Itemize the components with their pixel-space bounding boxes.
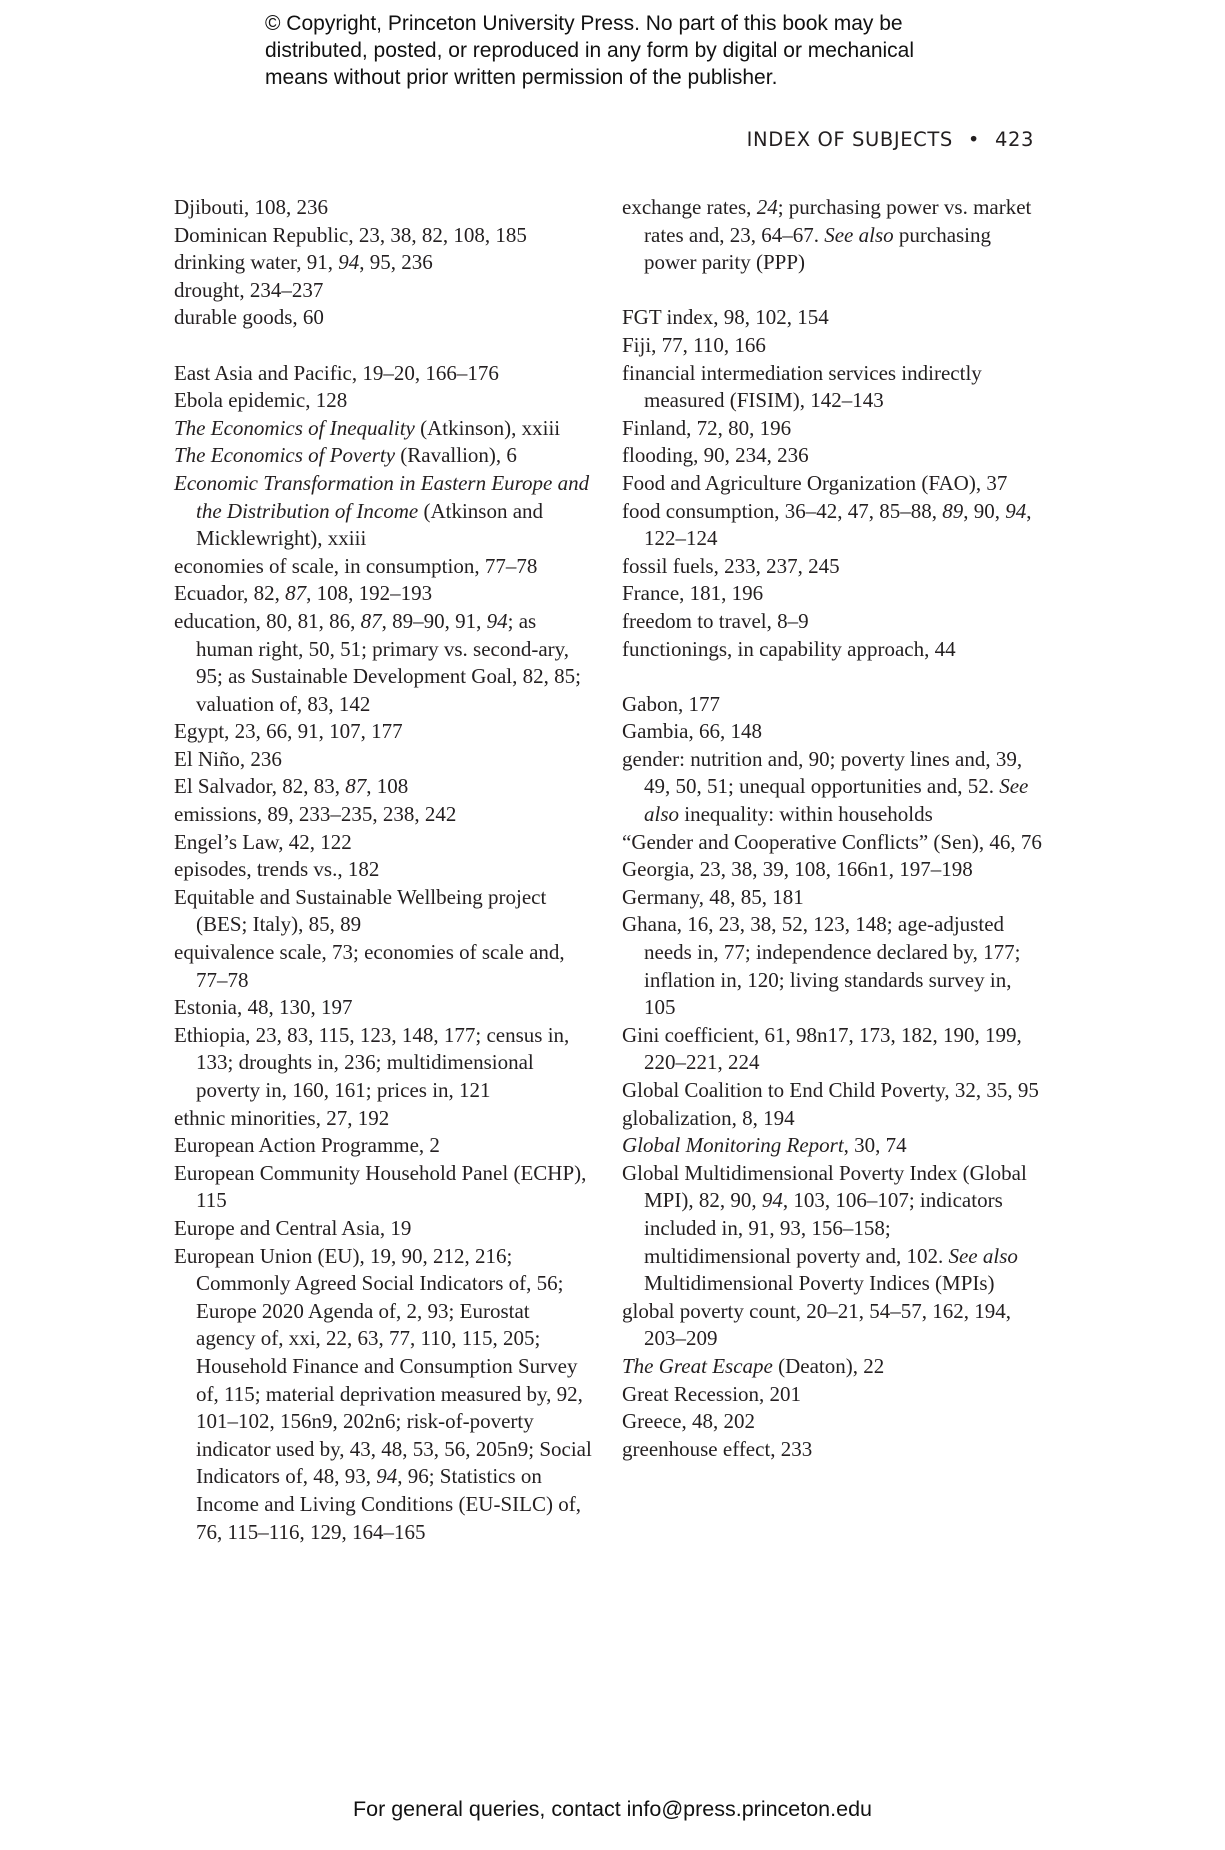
index-entry-text: emissions, 89, 233–235, 238, 242 — [174, 802, 457, 827]
index-entry-text: , 108 — [366, 774, 409, 799]
copyright-line: means without prior written permission of the publisher. — [265, 66, 778, 89]
index-entry — [622, 304, 1042, 332]
section-gap — [174, 332, 594, 360]
index-entry — [622, 470, 1042, 498]
index-entry-text: , 90, — [963, 498, 1006, 523]
index-entry-text: East Asia and Pacific, 19–20, 166–176 — [174, 360, 499, 385]
index-entry-text: , 96; Statistics on Income and Living Conditions (EU-SILC) of, 76, 115–116, 129, 164–165 — [196, 1464, 581, 1544]
index-entry-text: economies of scale, in consumption, 77–78 — [174, 553, 538, 578]
index-entry — [622, 194, 1042, 277]
index-entry-text: FGT index, 98, 102, 154 — [622, 305, 829, 330]
index-entry-text: Equitable and Sustainable Wellbeing project (BES; Italy), 85, 89 — [174, 884, 547, 937]
index-entry — [622, 636, 1042, 664]
index-entry — [622, 442, 1042, 470]
index-entry — [174, 387, 594, 415]
index-entry-text: Europe and Central Asia, 19 — [174, 1215, 412, 1240]
index-entry-italic: The Great Escape — [622, 1353, 773, 1378]
index-entry-text: financial intermediation services indirectly measured (FISIM), 142–143 — [622, 360, 982, 413]
index-entry — [622, 332, 1042, 360]
index-entry — [622, 1077, 1042, 1105]
index-entry — [174, 470, 594, 553]
index-entry-text: freedom to travel, 8–9 — [622, 608, 809, 633]
index-entry — [174, 1160, 594, 1215]
index-entry-text: European Union (EU), 19, 90, 212, 216; Commonly Agreed Social Indicators of, 56; Europe 2020 Agenda of, 2, 93; Eurostat agency of, xxi, 22, 63, 77, 110, 115, 205; Household Finance and Consumption Survey of, 115; material deprivation measured by, 92, 101–102, 156n9, 202n6; risk-of-poverty indicator used by, 43, 48, 53, 56, 205n9; Social Indicators of, 48, 93, — [174, 1243, 592, 1489]
index-entry-text: , 89–90, 91, — [381, 608, 487, 633]
index-entry-italic: See also — [644, 774, 1029, 827]
index-entry — [174, 884, 594, 939]
index-entry — [622, 691, 1042, 719]
index-entry-text: Finland, 72, 80, 196 — [622, 415, 792, 440]
index-entry-text: globalization, 8, 194 — [622, 1105, 795, 1130]
section-title: INDEX OF SUBJECTS — [746, 128, 953, 151]
index-entry — [622, 829, 1042, 857]
index-entry — [174, 856, 594, 884]
index-entry — [622, 911, 1042, 1021]
copyright-notice — [265, 10, 1025, 91]
index-entry-text: equivalence scale, 73; economies of scale and, 77–78 — [174, 940, 565, 992]
index-entry — [174, 553, 594, 581]
index-entry — [174, 580, 594, 608]
index-entry-text: El Niño, 236 — [174, 746, 282, 771]
index-entry — [622, 1408, 1042, 1436]
index-entry — [174, 222, 594, 250]
index-entry — [622, 360, 1042, 415]
index-entry — [174, 608, 594, 718]
index-entry-text: flooding, 90, 234, 236 — [622, 443, 809, 468]
index-entry-text: global poverty count, 20–21, 54–57, 162, 194, 203–209 — [622, 1298, 1012, 1351]
index-entry — [174, 994, 594, 1022]
index-entry — [622, 856, 1042, 884]
index-entry-text: fossil fuels, 233, 237, 245 — [622, 553, 840, 578]
index-entry-text: ethnic minorities, 27, 192 — [174, 1105, 390, 1130]
index-entry-text: , 95, 236 — [359, 250, 433, 275]
index-entry-italic: 24 — [756, 195, 778, 219]
index-entry-italic: See also — [948, 1243, 1018, 1268]
index-entry-italic: The Economics of Poverty — [174, 443, 396, 468]
index-entry-text: “Gender and Cooperative Conflicts” (Sen), 46, 76 — [622, 829, 1042, 854]
index-entry-italic: 89 — [942, 498, 964, 523]
index-entry-text: , 30, 74 — [843, 1133, 907, 1158]
index-entry-text: greenhouse effect, 233 — [622, 1436, 813, 1461]
index-entry-text: (Ravallion), 6 — [395, 443, 517, 468]
index-entry — [622, 415, 1042, 443]
section-gap — [622, 277, 1042, 305]
index-entry — [622, 1381, 1042, 1409]
copyright-line: © Copyright, Princeton University Press. No part of this book may be — [265, 12, 903, 35]
index-entry-text: , 122–124 — [644, 498, 1032, 551]
index-entry-italic: 94 — [761, 1188, 783, 1213]
index-entry-text: European Action Programme, 2 — [174, 1133, 440, 1158]
index-entry — [622, 580, 1042, 608]
index-entry — [174, 360, 594, 388]
index-entry — [622, 1298, 1042, 1353]
index-entry-text: Germany, 48, 85, 181 — [622, 884, 804, 909]
running-head — [747, 128, 1034, 151]
index-entry-text: purchasing power parity (PPP) — [644, 222, 992, 275]
index-entry — [622, 1436, 1042, 1464]
index-entry — [622, 1160, 1042, 1298]
index-entry — [174, 1215, 594, 1243]
index-entry — [174, 746, 594, 774]
index-entry-text: Greece, 48, 202 — [622, 1409, 755, 1434]
index-entry-text: France, 181, 196 — [622, 581, 764, 606]
index-entry-italic: Global Monitoring Report — [622, 1133, 844, 1158]
index-entry — [622, 608, 1042, 636]
index-entry-text: gender: nutrition and, 90; poverty lines and, 39, 49, 50, 51; unequal opportunities and, 52. — [622, 746, 1023, 799]
index-entry-text: Great Recession, 201 — [622, 1381, 802, 1406]
index-entry — [622, 746, 1042, 829]
index-entry-text: Dominican Republic, 23, 38, 82, 108, 185 — [174, 222, 527, 247]
index-entry-text: Ethiopia, 23, 83, 115, 123, 148, 177; census in, 133; droughts in, 236; multidimensional poverty in, 160, 161; prices in, 121 — [174, 1022, 570, 1102]
index-entry — [622, 1132, 1042, 1160]
index-entry-text: Djibouti, 108, 236 — [174, 195, 329, 219]
index-entry-text: Ecuador, 82, — [174, 581, 286, 606]
index-entry-text: Egypt, 23, 66, 91, 107, 177 — [174, 719, 403, 744]
header-separator: • — [967, 128, 980, 151]
index-entry-text: Food and Agriculture Organization (FAO), 37 — [622, 470, 1008, 495]
index-entry — [174, 1105, 594, 1133]
index-entry — [174, 277, 594, 305]
index-entry-text: exchange rates, — [622, 195, 757, 219]
index-entry-text: drinking water, 91, — [174, 250, 339, 275]
index-entry — [174, 415, 594, 443]
index-entry — [174, 718, 594, 746]
index-entry-italic: 94 — [338, 250, 360, 275]
index-entry-text: Gini coefficient, 61, 98n17, 173, 182, 190, 199, 220–221, 224 — [622, 1022, 1022, 1075]
index-entry-italic: See also — [824, 222, 894, 247]
index-entry-text: episodes, trends vs., 182 — [174, 857, 380, 882]
index-entry — [622, 498, 1042, 553]
index-entry — [174, 773, 594, 801]
index-entry — [622, 718, 1042, 746]
index-entry — [622, 1022, 1042, 1077]
copyright-line: distributed, posted, or reproduced in any form by digital or mechanical — [265, 39, 915, 62]
index-entry — [174, 1132, 594, 1160]
index-column-right — [622, 194, 1042, 1463]
index-entry-text: (Atkinson and Micklewright), xxiii — [196, 498, 544, 551]
index-entry-text: , 108, 192–193 — [306, 581, 433, 606]
index-entry-text: (Atkinson), xxiii — [414, 415, 561, 440]
index-entry — [622, 884, 1042, 912]
index-entry-text: drought, 234–237 — [174, 277, 324, 302]
index-entry-text: , 103, 106–107; indicators included in, 91, 93, 156–158; multidimensional poverty and, 102. — [644, 1188, 1003, 1268]
index-entry — [174, 829, 594, 857]
index-entry-text: ; purchasing power vs. market rates and, 23, 64–67. — [644, 195, 1032, 247]
index-entry — [174, 801, 594, 829]
index-entry — [622, 553, 1042, 581]
index-entry-text: Engel’s Law, 42, 122 — [174, 829, 352, 854]
index-entry-text: Gabon, 177 — [622, 691, 720, 716]
index-entry-text: (Deaton), 22 — [772, 1353, 885, 1378]
index-entry — [622, 1105, 1042, 1133]
index-entry — [174, 939, 594, 994]
index-entry-text: Global Multidimensional Poverty Index (Global MPI), 82, 90, — [622, 1160, 1027, 1213]
index-entry-italic: 94 — [486, 608, 508, 633]
index-entry-italic: 87 — [285, 581, 307, 606]
index-entry-text: durable goods, 60 — [174, 305, 324, 330]
index-entry-italic: 87 — [345, 774, 367, 799]
index-entry-italic: The Economics of Inequality — [174, 415, 415, 440]
index-entry — [174, 194, 594, 222]
index-entry-text: Georgia, 23, 38, 39, 108, 166n1, 197–198 — [622, 857, 973, 882]
index-entry — [174, 249, 594, 277]
section-gap — [622, 663, 1042, 691]
index-entry — [622, 1353, 1042, 1381]
index-entry-text: Fiji, 77, 110, 166 — [622, 332, 766, 357]
index-entry-text: Global Coalition to End Child Poverty, 32, 35, 95 — [622, 1078, 1039, 1102]
index-entry-text: education, 80, 81, 86, — [174, 608, 361, 633]
index-entry — [174, 442, 594, 470]
index-entry-text: Gambia, 66, 148 — [622, 719, 762, 744]
index-column-left — [174, 194, 594, 1546]
index-entry — [174, 1243, 594, 1547]
index-entry-italic: 87 — [360, 608, 382, 633]
index-entry-text: Ebola epidemic, 128 — [174, 388, 348, 413]
index-entry-italic: Economic Transformation in Eastern Europe and the Distribution of Income — [174, 470, 590, 523]
index-entry-text: functionings, in capability approach, 44 — [622, 636, 956, 661]
index-entry — [174, 304, 594, 332]
index-entry-text: food consumption, 36–42, 47, 85–88, — [622, 498, 943, 523]
footer-contact: For general queries, contact info@press.princeton.edu — [352, 1797, 872, 1821]
index-entry-italic: 94 — [376, 1464, 398, 1489]
index-entry-text: European Community Household Panel (ECHP), 115 — [174, 1160, 587, 1213]
index-entry-text: El Salvador, 82, 83, — [174, 774, 346, 799]
index-entry — [174, 1022, 594, 1105]
index-entry-italic: 94 — [1005, 498, 1027, 523]
index-entry-text: Ghana, 16, 23, 38, 52, 123, 148; age-adjusted needs in, 77; independence declared by, 177; inflation in, 120; living standards survey in, 105 — [622, 912, 1021, 1020]
index-entry-text: inequality: within households — [679, 802, 933, 827]
page-number: 423 — [994, 128, 1034, 151]
index-entry-text: ; as human right, 50, 51; primary vs. second-ary, 95; as Sustainable Development Goal, 82, 85; valuation of, 83, 142 — [196, 608, 581, 716]
index-entry-text: Estonia, 48, 130, 197 — [174, 995, 353, 1020]
index-entry-text: Multidimensional Poverty Indices (MPIs) — [644, 1271, 995, 1296]
